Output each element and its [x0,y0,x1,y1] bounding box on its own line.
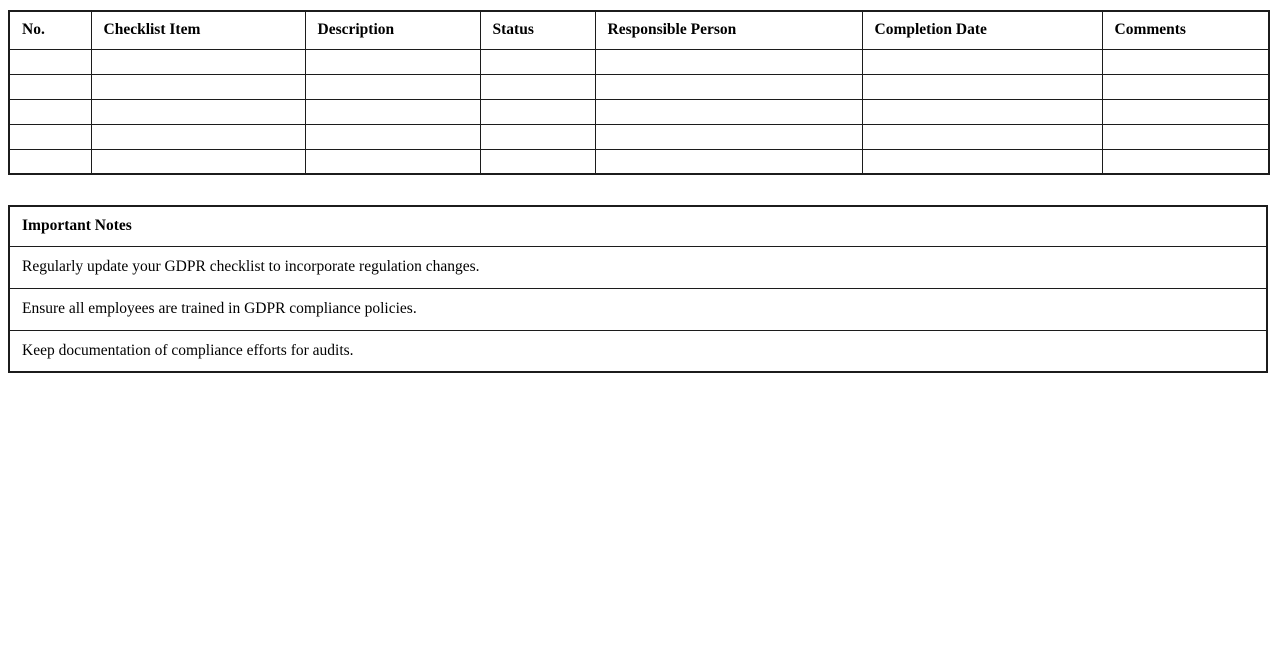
table-cell [1102,74,1269,99]
column-header-no: No. [9,11,91,49]
note-row [9,330,1267,372]
note-item: Ensure all employees are trained in GDPR compliance policies. [9,288,1267,330]
table-cell [1102,149,1269,174]
table-cell [91,49,305,74]
table-cell [862,74,1102,99]
table-cell [862,124,1102,149]
table-cell [595,49,862,74]
table-cell [91,149,305,174]
table-cell [1102,124,1269,149]
table-cell [91,124,305,149]
important-notes-table [8,205,1268,373]
table-cell [305,124,480,149]
table-cell [595,149,862,174]
note-item: Keep documentation of compliance efforts for audits. [9,330,1267,372]
table-cell [480,124,595,149]
table-cell [480,74,595,99]
table-cell [91,74,305,99]
table-cell [595,99,862,124]
table-cell [595,124,862,149]
table-cell [305,99,480,124]
table-cell [9,124,91,149]
checklist-header-row [9,11,1269,49]
table-cell [9,49,91,74]
note-row [9,246,1267,288]
table-cell [862,49,1102,74]
table-cell [480,149,595,174]
table-cell [1102,49,1269,74]
table-row [9,149,1269,174]
table-cell [305,149,480,174]
table-row [9,74,1269,99]
table-cell [305,49,480,74]
column-header-comments: Comments [1102,11,1269,49]
table-cell [862,99,1102,124]
notes-header-row [9,206,1267,246]
table-cell [862,149,1102,174]
table-cell [9,99,91,124]
table-cell [305,74,480,99]
note-item: Regularly update your GDPR checklist to incorporate regulation changes. [9,246,1267,288]
table-row [9,124,1269,149]
column-header-status: Status [480,11,595,49]
note-row [9,288,1267,330]
column-header-description: Description [305,11,480,49]
column-header-completion-date: Completion Date [862,11,1102,49]
table-cell [91,99,305,124]
table-cell [9,74,91,99]
column-header-checklist-item: Checklist Item [91,11,305,49]
table-cell [595,74,862,99]
column-header-responsible-person: Responsible Person [595,11,862,49]
notes-title: Important Notes [9,206,1267,246]
table-cell [9,149,91,174]
table-cell [1102,99,1269,124]
gdpr-checklist-table [8,10,1270,175]
table-cell [480,99,595,124]
table-cell [480,49,595,74]
table-row [9,99,1269,124]
table-row [9,49,1269,74]
